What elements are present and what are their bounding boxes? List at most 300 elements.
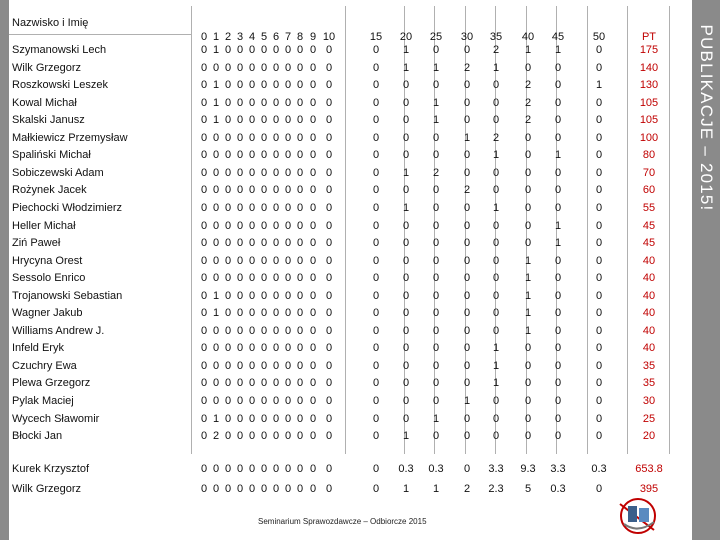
score-cell: 0 (595, 289, 603, 302)
score-cell: 0 (432, 430, 440, 443)
score-cell: 2 (524, 79, 532, 92)
author-name: Rożynek Jacek (12, 184, 87, 197)
score-cell: 0 (554, 307, 562, 320)
score-cell: 1 (492, 201, 500, 214)
score-cell: 0 (372, 61, 380, 74)
score-cell: 0 (272, 131, 280, 144)
score-cell: 0 (212, 254, 220, 267)
score-cell: 0 (200, 359, 208, 372)
score-cell: 0 (595, 430, 603, 443)
summary-cell: 0 (200, 483, 208, 495)
score-cell: 0 (432, 254, 440, 267)
score-cell: 0 (309, 377, 317, 390)
score-cell: 0 (248, 219, 256, 232)
score-cell: 0 (284, 272, 292, 285)
score-cell: 0 (224, 61, 232, 74)
score-cell: 1 (524, 254, 532, 267)
score-cell: 0 (236, 324, 244, 337)
summary-cell: 0 (296, 463, 304, 475)
score-cell: 0 (236, 166, 244, 179)
score-cell: 0 (325, 114, 333, 127)
score-cell: 0 (463, 377, 471, 390)
summary-cell: 9.3 (520, 463, 536, 475)
score-cell: 0 (595, 149, 603, 162)
score-cell: 0 (463, 166, 471, 179)
name-column-header: Nazwisko i Imię (12, 17, 89, 29)
score-cell: 45 (642, 219, 656, 232)
column-header: 20 (399, 31, 413, 43)
summary-name: Wilk Grzegorz (12, 483, 82, 495)
column-header: 45 (551, 31, 565, 43)
score-cell: 0 (463, 412, 471, 425)
score-cell: 0 (372, 219, 380, 232)
summary-cell: 0 (595, 483, 603, 495)
score-cell: 0 (224, 237, 232, 250)
score-cell: 2 (492, 44, 500, 56)
score-cell: 0 (372, 79, 380, 92)
score-cell: 0 (284, 201, 292, 214)
score-cell: 0 (284, 184, 292, 197)
score-cell: 1 (524, 44, 532, 56)
score-cell: 0 (248, 201, 256, 214)
summary-cell: 0 (325, 483, 333, 495)
score-cell: 0 (260, 149, 268, 162)
score-cell: 0 (372, 184, 380, 197)
score-cell: 0 (200, 395, 208, 407)
summary-cell: 0 (325, 463, 333, 475)
score-cell: 0 (272, 149, 280, 162)
score-cell: 0 (402, 184, 410, 197)
score-cell: 0 (325, 237, 333, 250)
score-cell: 40 (642, 342, 656, 355)
score-cell: 105 (639, 114, 659, 127)
score-cell: 0 (296, 272, 304, 285)
score-cell: 0 (212, 377, 220, 390)
author-name: Wilk Grzegorz (12, 61, 82, 74)
score-cell: 0 (309, 272, 317, 285)
column-header: 9 (309, 31, 317, 43)
score-cell: 0 (236, 44, 244, 56)
score-cell: 0 (200, 412, 208, 425)
author-name: Sessolo Enrico (12, 272, 86, 285)
summary-cell: 0.3 (591, 463, 607, 475)
score-cell: 0 (224, 114, 232, 127)
score-cell: 0 (325, 430, 333, 443)
score-cell: 0 (272, 114, 280, 127)
score-cell: 0 (402, 377, 410, 390)
score-cell: 0 (200, 307, 208, 320)
score-cell: 1 (492, 359, 500, 372)
score-cell: 0 (402, 79, 410, 92)
summary-cell: 5 (524, 483, 532, 495)
score-cell: 1 (524, 307, 532, 320)
score-cell: 1 (212, 307, 220, 320)
summary-cell: 1 (432, 483, 440, 495)
score-cell: 0 (432, 272, 440, 285)
score-cell: 0 (325, 149, 333, 162)
score-cell: 0 (463, 96, 471, 109)
score-cell: 0 (432, 44, 440, 56)
score-cell: 0 (272, 201, 280, 214)
score-cell: 0 (248, 430, 256, 443)
score-cell: 0 (296, 307, 304, 320)
score-cell: 0 (309, 44, 317, 56)
score-cell: 0 (248, 395, 256, 407)
score-cell: 0 (272, 184, 280, 197)
score-cell: 1 (212, 289, 220, 302)
grid-line (669, 6, 670, 454)
score-cell: 0 (296, 412, 304, 425)
score-cell: 0 (595, 44, 603, 56)
score-cell: 0 (284, 289, 292, 302)
score-cell: 80 (642, 149, 656, 162)
score-cell: 1 (212, 412, 220, 425)
score-cell: 0 (432, 184, 440, 197)
score-cell: 0 (200, 201, 208, 214)
summary-cell: 0 (248, 463, 256, 475)
score-cell: 0 (212, 166, 220, 179)
score-cell: 0 (309, 324, 317, 337)
score-cell: 55 (642, 201, 656, 214)
score-cell: 0 (212, 131, 220, 144)
side-title (692, 0, 720, 540)
author-name: Sobiczewski Adam (12, 166, 104, 179)
score-cell: 0 (372, 166, 380, 179)
score-cell: 0 (200, 219, 208, 232)
score-cell: 0 (463, 272, 471, 285)
score-cell: 1 (554, 237, 562, 250)
score-cell: 0 (309, 289, 317, 302)
score-cell: 0 (236, 79, 244, 92)
score-cell: 0 (296, 395, 304, 407)
score-cell: 0 (272, 237, 280, 250)
score-cell: 0 (325, 395, 333, 407)
score-cell: 1 (595, 79, 603, 92)
score-cell: 0 (236, 237, 244, 250)
score-cell: 140 (639, 61, 659, 74)
score-cell: 0 (372, 342, 380, 355)
score-cell: 0 (309, 79, 317, 92)
summary-cell: 0 (236, 483, 244, 495)
score-cell: 0 (284, 412, 292, 425)
score-cell: 0 (595, 166, 603, 179)
score-cell: 35 (642, 377, 656, 390)
score-cell: 0 (284, 166, 292, 179)
score-cell: 0 (296, 201, 304, 214)
score-cell: 0 (224, 359, 232, 372)
score-cell: 0 (309, 359, 317, 372)
score-cell: 2 (492, 131, 500, 144)
score-cell: 0 (325, 307, 333, 320)
score-cell: 0 (402, 395, 410, 407)
score-cell: 0 (463, 149, 471, 162)
score-cell: 0 (492, 289, 500, 302)
summary-cell: 0 (284, 463, 292, 475)
score-cell: 0 (524, 359, 532, 372)
column-header: PT (641, 31, 657, 43)
summary-cell: 0 (296, 483, 304, 495)
score-cell: 2 (432, 166, 440, 179)
score-cell: 0 (296, 377, 304, 390)
score-cell: 0 (236, 61, 244, 74)
score-cell: 0 (284, 219, 292, 232)
score-cell: 45 (642, 237, 656, 250)
score-cell: 0 (236, 201, 244, 214)
score-cell: 0 (236, 131, 244, 144)
score-cell: 1 (432, 114, 440, 127)
score-cell: 0 (272, 412, 280, 425)
score-cell: 0 (236, 377, 244, 390)
score-cell: 0 (554, 430, 562, 443)
score-cell: 2 (212, 430, 220, 443)
footer-text: Seminarium Sprawozdawcze – Odbiorcze 2015 (258, 517, 427, 526)
score-cell: 0 (272, 342, 280, 355)
score-cell: 0 (309, 412, 317, 425)
score-cell: 1 (492, 149, 500, 162)
score-cell: 0 (260, 201, 268, 214)
score-cell: 0 (595, 131, 603, 144)
score-cell: 0 (296, 166, 304, 179)
score-cell: 0 (554, 114, 562, 127)
score-cell: 0 (224, 289, 232, 302)
column-header: 0 (200, 31, 208, 43)
score-cell: 0 (200, 272, 208, 285)
score-cell: 0 (260, 342, 268, 355)
score-cell: 0 (224, 307, 232, 320)
score-cell: 0 (325, 254, 333, 267)
score-cell: 0 (260, 430, 268, 443)
score-cell: 0 (492, 184, 500, 197)
score-cell: 0 (260, 114, 268, 127)
score-cell: 0 (248, 149, 256, 162)
score-cell: 0 (432, 79, 440, 92)
score-cell: 0 (248, 412, 256, 425)
summary-cell: 0 (260, 463, 268, 475)
score-cell: 0 (402, 272, 410, 285)
score-cell: 0 (372, 254, 380, 267)
score-cell: 1 (524, 324, 532, 337)
score-cell: 130 (639, 79, 659, 92)
score-cell: 0 (200, 96, 208, 109)
score-cell: 0 (595, 219, 603, 232)
score-cell: 0 (432, 342, 440, 355)
score-cell: 35 (642, 359, 656, 372)
score-cell: 0 (372, 44, 380, 56)
score-cell: 0 (224, 166, 232, 179)
score-cell: 0 (260, 272, 268, 285)
score-cell: 0 (325, 272, 333, 285)
summary-cell: 653.8 (635, 463, 663, 475)
score-cell: 0 (595, 96, 603, 109)
score-cell: 0 (325, 131, 333, 144)
score-cell: 40 (642, 289, 656, 302)
score-cell: 0 (272, 377, 280, 390)
author-name: Czuchry Ewa (12, 359, 77, 372)
grid-line (345, 6, 346, 454)
score-cell: 0 (236, 430, 244, 443)
author-name: Błocki Jan (12, 430, 63, 443)
left-accent-bar (0, 0, 9, 540)
score-cell: 1 (432, 412, 440, 425)
score-cell: 40 (642, 307, 656, 320)
summary-cell: 0 (272, 483, 280, 495)
score-cell: 0 (284, 79, 292, 92)
author-name: Kowal Michał (12, 96, 77, 109)
score-cell: 0 (236, 359, 244, 372)
score-cell: 0 (272, 359, 280, 372)
score-cell: 1 (212, 44, 220, 56)
author-name: Roszkowski Leszek (12, 79, 108, 92)
score-cell: 0 (248, 79, 256, 92)
score-cell: 1 (463, 131, 471, 144)
score-cell: 0 (524, 61, 532, 74)
score-cell: 0 (260, 184, 268, 197)
score-cell: 0 (272, 307, 280, 320)
score-cell: 0 (402, 307, 410, 320)
score-cell: 0 (463, 430, 471, 443)
score-cell: 0 (372, 237, 380, 250)
column-header: 6 (272, 31, 280, 43)
score-cell: 0 (595, 254, 603, 267)
author-name: Hrycyna Orest (12, 254, 83, 267)
score-cell: 0 (224, 131, 232, 144)
author-name: Trojanowski Sebastian (12, 289, 123, 302)
author-name: Infeld Eryk (12, 342, 64, 355)
score-cell: 0 (224, 395, 232, 407)
score-cell: 0 (212, 184, 220, 197)
score-cell: 0 (554, 201, 562, 214)
score-cell: 0 (309, 201, 317, 214)
score-cell: 1 (402, 61, 410, 74)
score-cell: 1 (524, 272, 532, 285)
column-header: 35 (489, 31, 503, 43)
score-cell: 0 (224, 324, 232, 337)
score-cell: 0 (284, 61, 292, 74)
column-header: 5 (260, 31, 268, 43)
score-cell: 0 (492, 412, 500, 425)
score-cell: 0 (248, 359, 256, 372)
score-cell: 0 (260, 254, 268, 267)
score-cell: 0 (260, 219, 268, 232)
score-cell: 0 (248, 289, 256, 302)
score-cell: 0 (524, 342, 532, 355)
score-cell: 0 (554, 324, 562, 337)
score-cell: 2 (524, 96, 532, 109)
score-cell: 0 (524, 131, 532, 144)
score-cell: 0 (296, 114, 304, 127)
score-cell: 0 (402, 131, 410, 144)
score-cell: 0 (492, 219, 500, 232)
score-cell: 0 (325, 342, 333, 355)
summary-cell: 0 (200, 463, 208, 475)
summary-cell: 0 (224, 483, 232, 495)
score-cell: 0 (432, 307, 440, 320)
grid-line (191, 6, 192, 454)
score-cell: 0 (284, 96, 292, 109)
score-cell: 0 (309, 254, 317, 267)
score-cell: 1 (492, 61, 500, 74)
score-cell: 0 (463, 201, 471, 214)
score-cell: 0 (402, 412, 410, 425)
score-cell: 0 (595, 114, 603, 127)
grid-line (9, 34, 191, 35)
summary-cell: 0 (272, 463, 280, 475)
score-cell: 0 (595, 412, 603, 425)
score-cell: 0 (200, 114, 208, 127)
score-cell: 0 (236, 254, 244, 267)
score-cell: 0 (402, 254, 410, 267)
score-cell: 0 (372, 201, 380, 214)
score-cell: 0 (200, 149, 208, 162)
score-cell: 105 (639, 96, 659, 109)
score-cell: 1 (432, 61, 440, 74)
score-cell: 0 (325, 184, 333, 197)
score-cell: 0 (224, 412, 232, 425)
score-cell: 0 (325, 412, 333, 425)
score-cell: 40 (642, 254, 656, 267)
score-cell: 0 (309, 237, 317, 250)
score-cell: 0 (224, 44, 232, 56)
column-header: 3 (236, 31, 244, 43)
score-cell: 0 (296, 219, 304, 232)
score-cell: 0 (248, 237, 256, 250)
score-cell: 0 (248, 166, 256, 179)
score-cell: 0 (248, 324, 256, 337)
score-cell: 0 (236, 149, 244, 162)
score-cell: 0 (432, 149, 440, 162)
score-cell: 0 (200, 289, 208, 302)
score-cell: 0 (554, 254, 562, 267)
score-cell: 25 (642, 412, 656, 425)
score-cell: 0 (325, 79, 333, 92)
column-header: 1 (212, 31, 220, 43)
score-cell: 0 (309, 430, 317, 443)
score-cell: 0 (402, 96, 410, 109)
score-cell: 0 (432, 324, 440, 337)
summary-cell: 0 (284, 483, 292, 495)
score-cell: 0 (296, 131, 304, 144)
column-header: 40 (521, 31, 535, 43)
score-cell: 0 (325, 324, 333, 337)
score-cell: 0 (296, 149, 304, 162)
score-cell: 0 (296, 96, 304, 109)
score-cell: 0 (236, 395, 244, 407)
score-cell: 0 (284, 131, 292, 144)
score-cell: 0 (260, 289, 268, 302)
score-cell: 0 (200, 377, 208, 390)
score-cell: 0 (212, 324, 220, 337)
score-cell: 0 (554, 342, 562, 355)
score-cell: 0 (595, 61, 603, 74)
score-cell: 0 (325, 359, 333, 372)
score-cell: 0 (284, 254, 292, 267)
score-cell: 0 (236, 412, 244, 425)
author-name: Heller Michał (12, 219, 76, 232)
score-cell: 0 (260, 412, 268, 425)
author-name: Szymanowski Lech (12, 44, 107, 56)
score-cell: 0 (284, 342, 292, 355)
score-cell: 0 (260, 44, 268, 56)
score-cell: 0 (224, 96, 232, 109)
score-cell: 0 (284, 395, 292, 407)
score-cell: 0 (372, 131, 380, 144)
score-cell: 0 (236, 342, 244, 355)
score-cell: 0 (260, 324, 268, 337)
score-cell: 0 (260, 307, 268, 320)
score-cell: 30 (642, 395, 656, 407)
summary-cell: 0 (309, 463, 317, 475)
score-cell: 0 (260, 79, 268, 92)
